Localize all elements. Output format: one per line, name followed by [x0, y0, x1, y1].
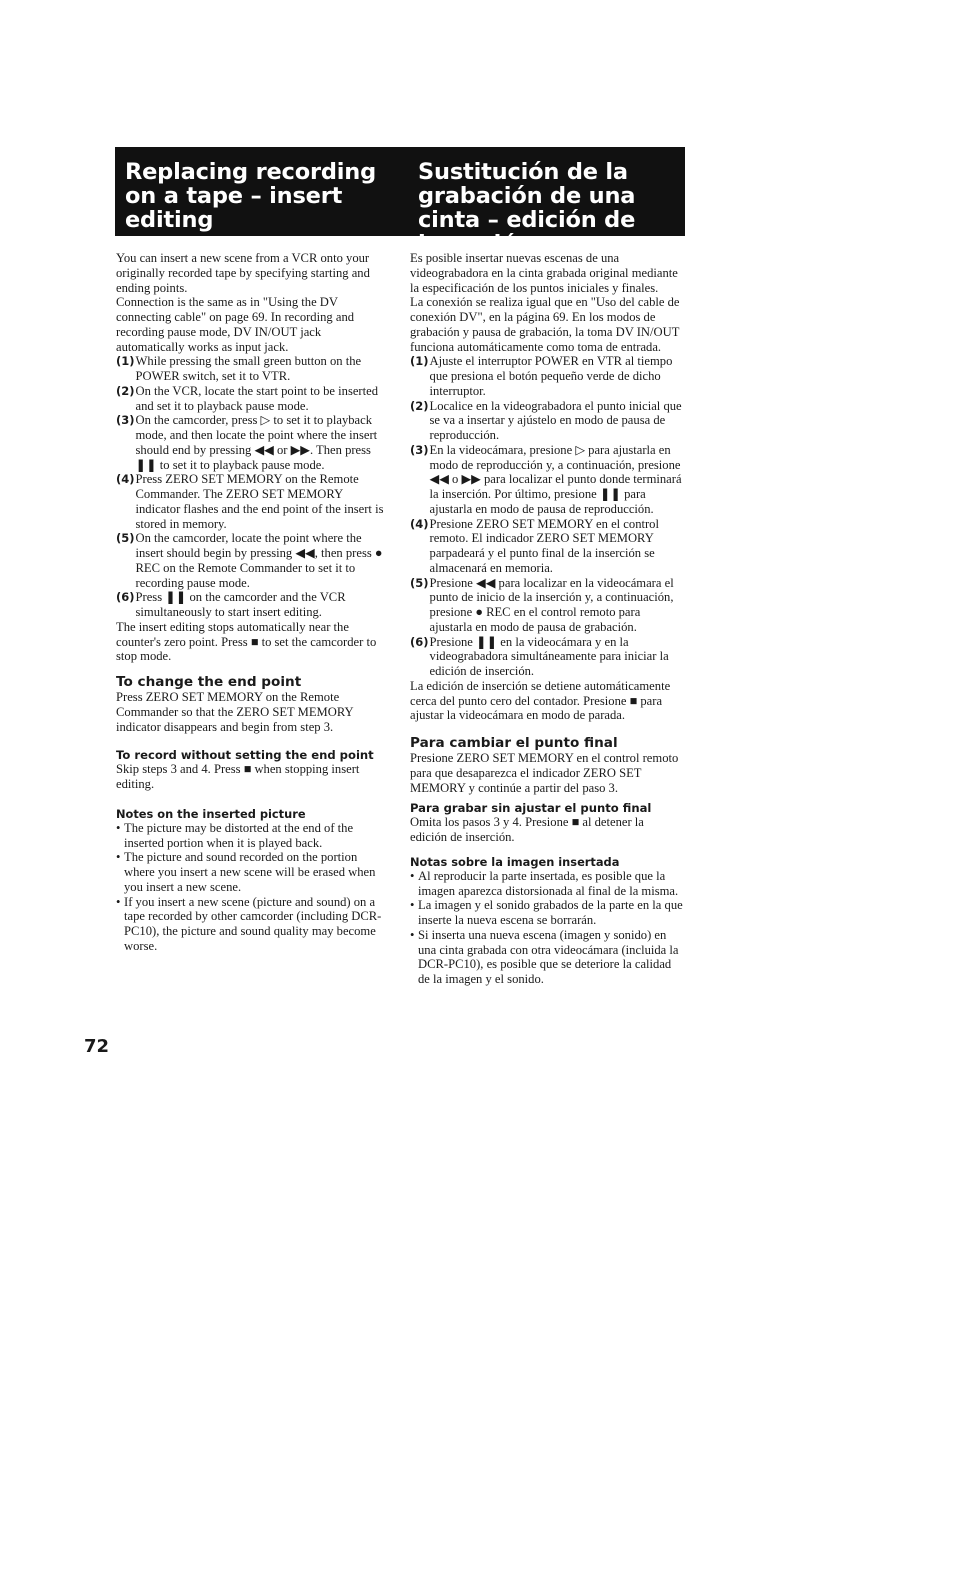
step-2 [410, 399, 684, 443]
step-6 [116, 590, 388, 620]
note-text: The picture may be distorted at the end of the inserted portion when it is played back. [124, 820, 354, 850]
step-text: Localice en la videograbadora el punto inicial que se va a insertar y ajústelo en modo de pausa de reproducción. [429, 398, 682, 442]
note-item: • The picture and sound recorded on the portion where you insert a new scene will be erased when you insert a new scene. [116, 850, 388, 894]
step-3 [116, 413, 388, 472]
step-number: (4) [116, 472, 135, 487]
step-number: (5) [410, 575, 429, 590]
notes-heading: Notas sobre la imagen insertada [410, 854, 620, 869]
step-4 [116, 472, 388, 531]
outro-paragraph: The insert editing stops automatically near the counter's zero point. Press ■ to set the camcorder to stop mode. [116, 619, 377, 664]
page-number: 72 [84, 1036, 110, 1057]
note-item: • Al reproducir la parte insertada, es posible que la imagen aparezca distorsionada al final de la misma. [410, 869, 684, 899]
change-end-heading: Para cambiar el punto final [410, 735, 618, 751]
step-text: On the camcorder, locate the point where the insert should begin by pressing ◀◀, then press ● REC on the Remote Commander to set it to recording pause mode. [135, 531, 383, 590]
step-number: (6) [410, 634, 429, 649]
step-text: Presione ZERO SET MEMORY en el control remoto. El indicador ZERO SET MEMORY parpadeará y el punto final de la inserción se almacenará en memoria. [429, 516, 659, 575]
note-text: If you insert a new scene (picture and sound) on a tape recorded by other camcorder (including DCR-PC10), the picture and sound quality may become worse. [124, 894, 382, 953]
english-column [116, 251, 388, 954]
no-end-heading: Para grabar sin ajustar el punto final [410, 801, 652, 816]
no-end-text: Skip steps 3 and 4. Press ■ when stopping insert editing. [116, 762, 360, 791]
note-item: • If you insert a new scene (picture and sound) on a tape recorded by other camcorder (including DCR-PC10), the picture and sound quality may become worse. [116, 895, 388, 954]
no-end-text: Omita los pasos 3 y 4. Presione ■ al detener la edición de inserción. [410, 815, 644, 844]
change-end-text: Presione ZERO SET MEMORY en el control remoto para que desaparezca el indicador ZERO SET MEMORY y continúe a partir del paso 3. [410, 751, 679, 795]
step-number: (4) [410, 516, 429, 531]
step-number: (1) [116, 354, 135, 369]
title-banner [115, 147, 685, 257]
intro-paragraph: You can insert a new scene from a VCR onto your originally recorded tape by specifying starting and ending points. [116, 251, 370, 295]
step-text: Ajuste el interruptor POWER en VTR al tiempo que presiona el botón pequeño verde de dicho interruptor. [429, 354, 673, 398]
step-1 [410, 354, 684, 398]
connection-paragraph: La conexión se realiza igual que en "Uso del cable de conexión DV", en la página 69. En los modos de grabación y pausa de grabación, la toma DV IN/OUT funciona automáticamente como toma de entrada. [410, 295, 680, 354]
note-text: Si inserta una nueva escena (imagen y sonido) en una cinta grabada con otra videocámara (incluida la DCR-PC10), es posible que se deteriore la calidad de la imagen y el sonido. [418, 927, 679, 986]
note-text: La imagen y el sonido grabados de la parte en la que inserte la nueva escena se borrarán. [418, 898, 683, 927]
no-end-heading: To record without setting the end point [116, 748, 374, 763]
change-end-text: Press ZERO SET MEMORY on the Remote Commander so that the ZERO SET MEMORY indicator disappears and begin from step 3. [116, 690, 354, 734]
step-2 [116, 384, 388, 414]
step-text: On the VCR, locate the start point to be inserted and set it to playback pause mode. [135, 383, 379, 413]
step-number: (5) [116, 531, 135, 546]
step-number: (1) [410, 354, 429, 369]
step-text: Press ZERO SET MEMORY on the Remote Commander. The ZERO SET MEMORY indicator flashes and the end point of the insert is stored in memory. [135, 472, 384, 531]
note-text: Al reproducir la parte insertada, es posible que la imagen aparezca distorsionada al final de la misma. [418, 868, 679, 898]
step-1 [116, 354, 388, 384]
step-text: On the camcorder, press ▷ to set it to playback mode, and then locate the point where the insert should end by pressing ◀◀ or ▶▶. Then press ❚❚ to set it to playback pause mode. [135, 413, 378, 472]
step-number: (3) [116, 413, 135, 428]
step-3 [410, 443, 684, 517]
step-text: While pressing the small green button on the POWER switch, set it to VTR. [135, 354, 362, 383]
step-number: (2) [410, 398, 429, 413]
connection-paragraph: Connection is the same as in "Using the DV connecting cable" on page 69. In recording and recording pause mode, DV IN/OUT jack automatically works as input jack. [116, 295, 355, 354]
step-text: Press ❚❚ on the camcorder and the VCR simultaneously to start insert editing. [135, 590, 346, 619]
note-item: • Si inserta una nueva escena (imagen y sonido) en una cinta grabada con otra videocámara (incluida la DCR-PC10), es posible que se deteriore la calidad de la imagen y el sonido. [410, 928, 684, 987]
step-6 [410, 635, 684, 679]
notes-heading: Notes on the inserted picture [116, 806, 306, 821]
step-5 [116, 531, 388, 590]
note-item: • La imagen y el sonido grabados de la parte en la que inserte la nueva escena se borrarán. [410, 898, 683, 927]
change-end-heading: To change the end point [116, 674, 302, 690]
note-item: • The picture may be distorted at the end of the inserted portion when it is played back. [116, 821, 388, 851]
step-4 [410, 517, 684, 576]
step-number: (6) [116, 590, 135, 605]
spanish-column [410, 251, 684, 987]
step-number: (2) [116, 383, 135, 398]
step-5 [410, 576, 684, 635]
outro-paragraph: La edición de inserción se detiene automáticamente cerca del punto cero del contador. Presione ■ para ajustar la videocámara en modo de parada. [410, 678, 671, 723]
title-spanish: Sustitución de la grabación de una cinta – edición de inserción [418, 159, 636, 257]
title-english: Replacing recording on a tape – insert editing [125, 159, 376, 233]
note-text: The picture and sound recorded on the portion where you insert a new scene will be erased when you insert a new scene. [124, 850, 376, 894]
intro-paragraph: Es posible insertar nuevas escenas de una videograbadora en la cinta grabada original mediante la especificación de los puntos iniciales y finales. [410, 251, 678, 295]
step-text: En la videocámara, presione ▷ para ajustarla en modo de reproducción y, a continuación, presione ◀◀ o ▶▶ para localizar el punto donde terminará la inserción. Por último, presione ❚❚ para ajustarla en modo de pausa de reproducción. [429, 442, 682, 516]
step-number: (3) [410, 442, 429, 457]
step-text: Presione ❚❚ en la videocámara y en la videograbadora simultáneamente para iniciar la edición de inserción. [429, 634, 669, 678]
step-text: Presione ◀◀ para localizar en la videocámara el punto de inicio de la inserción y, a continuación, presione ● REC en el control remoto para ajustarla en modo de pausa de grabación. [429, 575, 674, 634]
